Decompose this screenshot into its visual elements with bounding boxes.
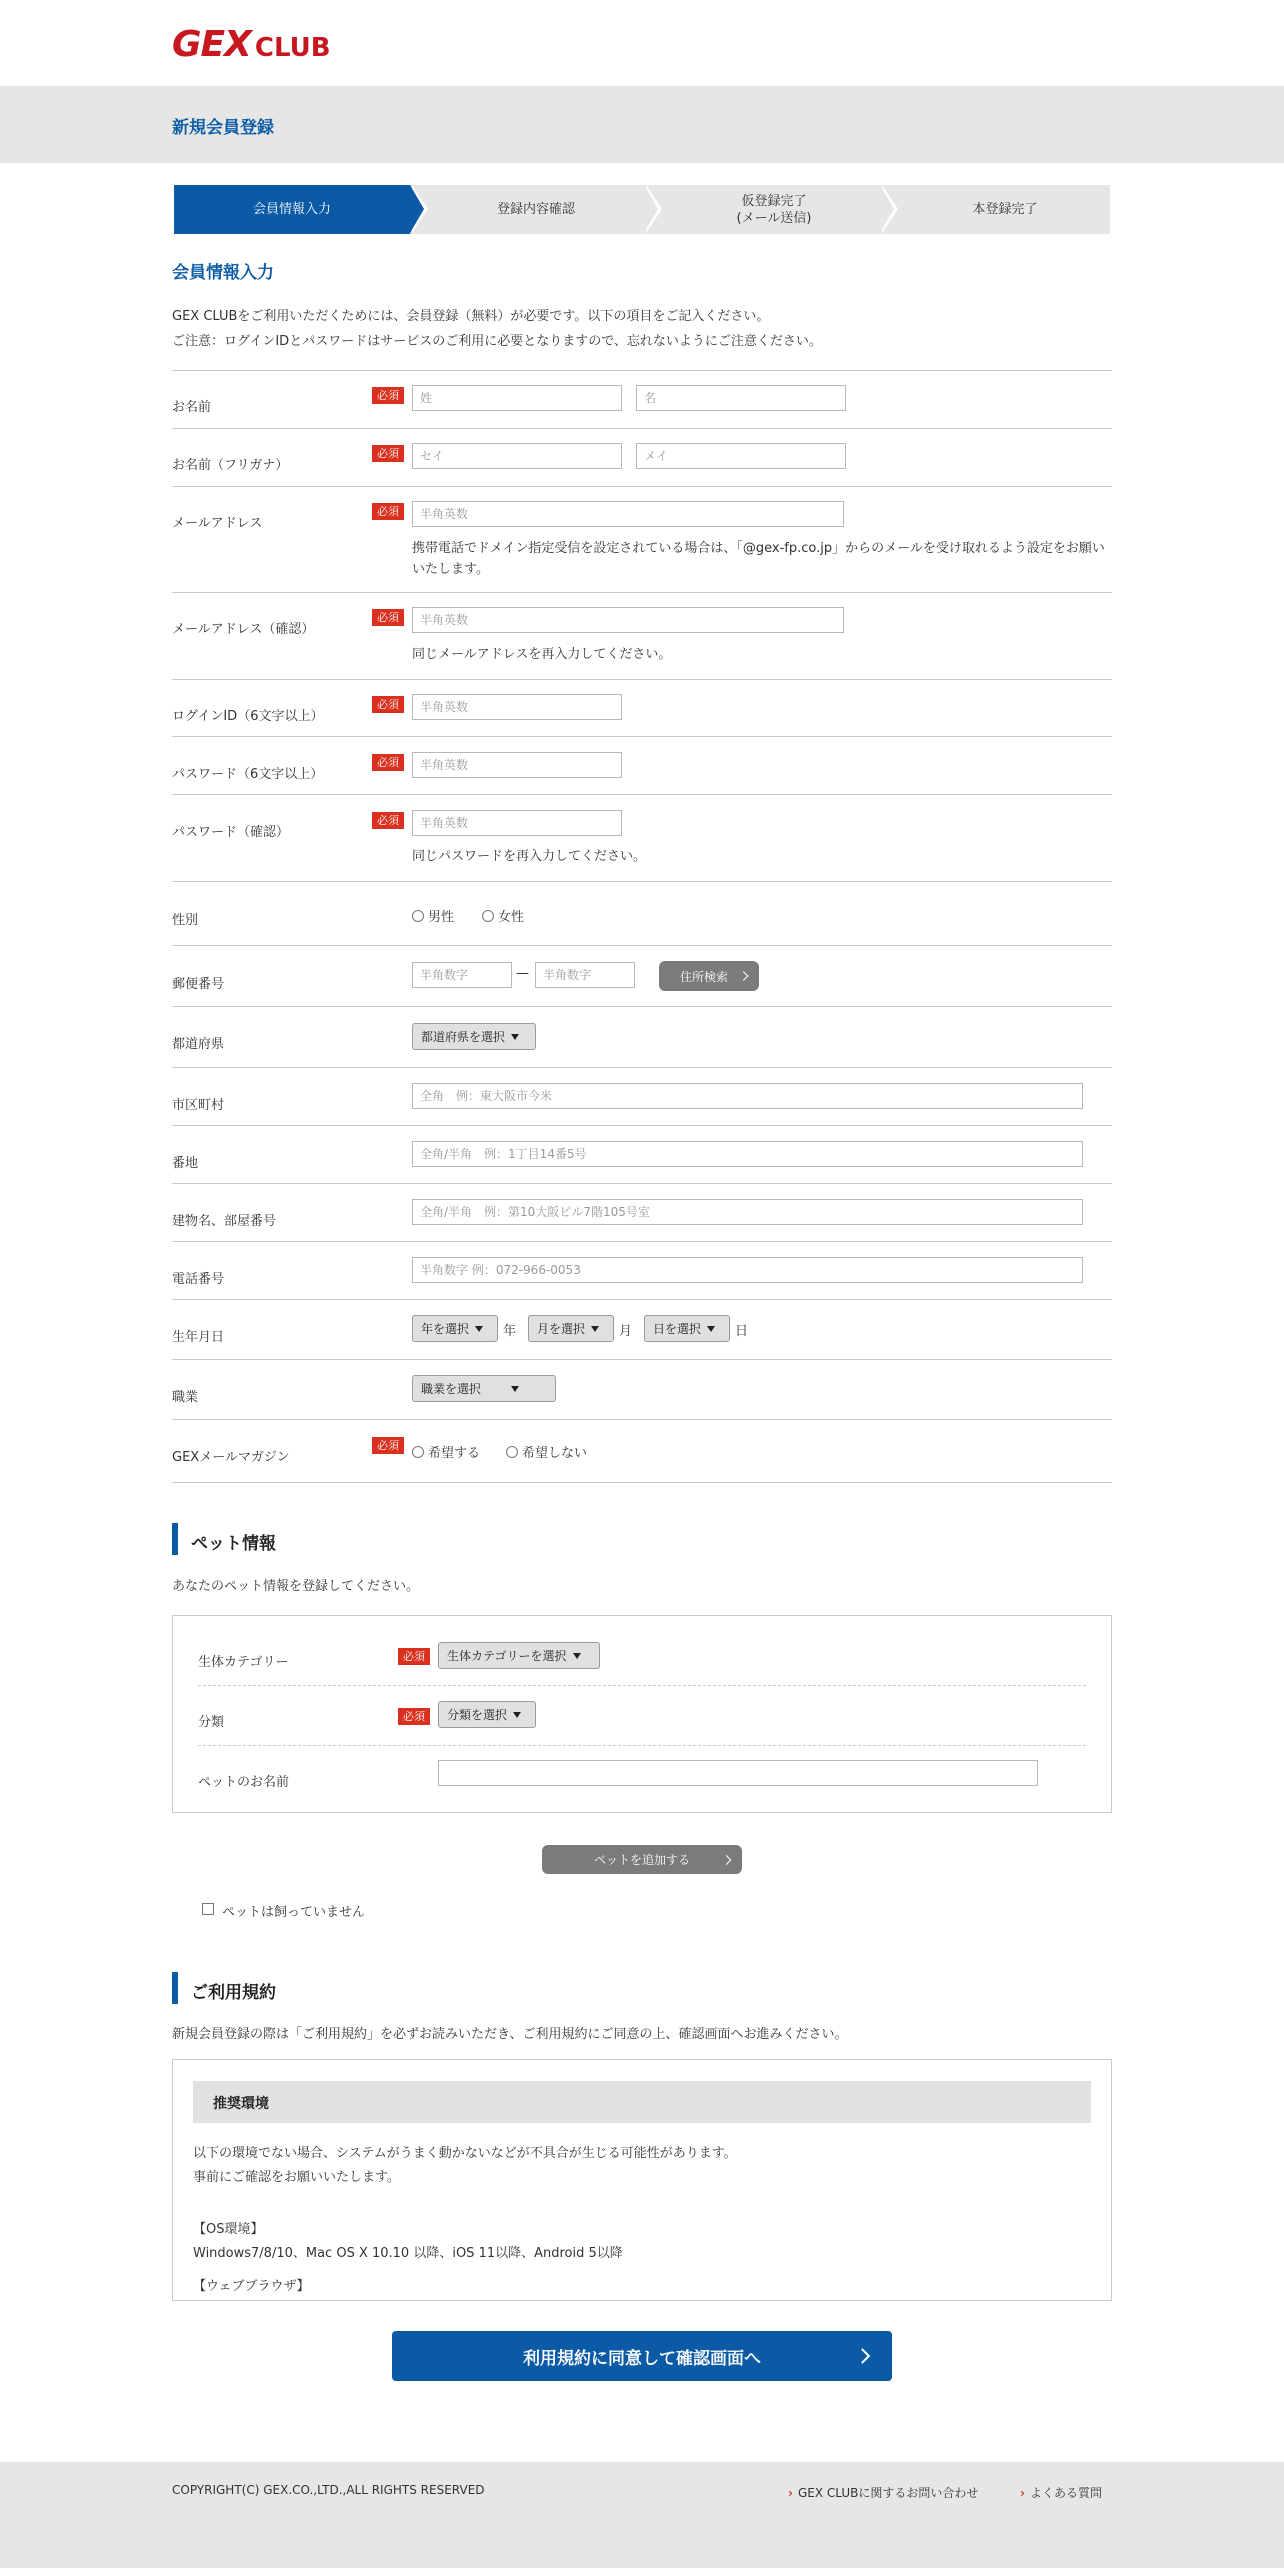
no-pet-label: ペットは飼っていません xyxy=(222,1905,366,1920)
terms-intro: 新規会員登録の際は「ご利用規約」を必ずお読みいただき、ご利用規約にご同意の上、確認画面へお進みください。 xyxy=(172,2027,848,2042)
row-divider xyxy=(172,1482,1112,1483)
chevron-down-icon xyxy=(511,1386,519,1392)
copyright-text: COPYRIGHT(C) GEX.CO.,LTD.,ALL RIGHTS RESERVED xyxy=(172,2483,485,2497)
radio-circle[interactable] xyxy=(412,1446,424,1458)
row-divider xyxy=(172,794,1112,795)
select-value: 日を選択 xyxy=(653,1322,702,1336)
day-unit: 日 xyxy=(735,1324,749,1339)
row-divider xyxy=(172,370,1112,371)
password-label: パスワード（6文字以上） xyxy=(172,767,324,782)
button-label: 利用規約に同意して確認画面へ xyxy=(523,2348,761,2369)
year-unit: 年 xyxy=(503,1324,517,1339)
job-select[interactable] xyxy=(412,1375,556,1402)
select-value: 生体カテゴリーを選択 xyxy=(447,1649,567,1663)
building-label: 建物名、部屋番号 xyxy=(172,1214,277,1229)
birth-month-select[interactable] xyxy=(528,1315,614,1342)
required-badge: 必須 xyxy=(372,812,404,829)
radio-label: 希望しない xyxy=(522,1446,588,1461)
address-label: 番地 xyxy=(172,1156,199,1171)
email-confirm-label: メールアドレス（確認） xyxy=(172,622,315,637)
row-divider xyxy=(172,736,1112,737)
required-badge: 必須 xyxy=(398,1648,430,1665)
gender-male-radio[interactable] xyxy=(412,906,454,925)
select-value: 都道府県を選択 xyxy=(421,1030,506,1044)
section-accent-bar xyxy=(172,1972,178,2004)
chevron-right-icon: › xyxy=(788,2486,793,2500)
gender-label: 性別 xyxy=(172,913,199,928)
site-header xyxy=(0,0,1284,86)
required-badge: 必須 xyxy=(372,503,404,520)
city-input[interactable]: 全角 例：東大阪市今米 xyxy=(412,1083,1083,1109)
row-divider xyxy=(172,1299,1112,1300)
pet-category-label: 生体カテゴリー xyxy=(198,1655,289,1670)
phone-input[interactable]: 半角数字 例：072-966-0053 xyxy=(412,1257,1083,1283)
required-badge: 必須 xyxy=(372,387,404,404)
radio-circle[interactable] xyxy=(412,910,424,922)
required-badge: 必須 xyxy=(372,696,404,713)
terms-line-2: 事前にご確認をお願いいたします。 xyxy=(193,2170,400,2185)
row-divider xyxy=(172,1419,1112,1420)
contact-link[interactable] xyxy=(788,2484,978,2501)
chevron-down-icon xyxy=(707,1326,715,1332)
radio-label: 女性 xyxy=(498,910,525,925)
agree-and-confirm-button[interactable] xyxy=(392,2331,892,2381)
row-divider xyxy=(172,1006,1112,1007)
email-label: メールアドレス xyxy=(172,516,263,531)
row-divider xyxy=(172,1067,1112,1068)
birth-year-select[interactable] xyxy=(412,1315,498,1342)
page-title: 新規会員登録 xyxy=(172,118,274,138)
button-label: 住所検索 xyxy=(679,969,728,984)
terms-scroll-box[interactable] xyxy=(172,2059,1112,2301)
magazine-yes-radio[interactable] xyxy=(412,1442,480,1461)
row-divider xyxy=(172,1125,1112,1126)
login-id-label: ログインID（6文字以上） xyxy=(172,709,324,724)
terms-line-1: 以下の環境でない場合、システムがうまく動かないなどが不具合が生じる可能性があります。 xyxy=(193,2146,737,2161)
row-divider xyxy=(172,679,1112,680)
section-accent-bar xyxy=(172,1523,178,1555)
prefecture-select[interactable] xyxy=(412,1023,536,1050)
pet-name-label: ペットのお名前 xyxy=(198,1775,290,1790)
chevron-right-icon: › xyxy=(1020,2486,1025,2500)
chevron-right-icon xyxy=(739,971,749,981)
month-unit: 月 xyxy=(619,1324,633,1339)
chevron-down-icon xyxy=(511,1034,519,1040)
dashed-divider xyxy=(198,1745,1086,1746)
row-divider xyxy=(172,881,1112,882)
step-1: 会員情報入力 xyxy=(174,185,410,234)
first-name-input[interactable]: 名 xyxy=(636,385,846,411)
magazine-no-radio[interactable] xyxy=(506,1442,587,1461)
terms-box-title: 推奨環境 xyxy=(213,2096,269,2112)
building-input[interactable]: 全角/半角 例：第10大阪ビル7階105号室 xyxy=(412,1199,1083,1225)
required-badge: 必須 xyxy=(372,609,404,626)
required-badge: 必須 xyxy=(372,754,404,771)
step-2: 登録内容確認 xyxy=(496,202,575,217)
row-divider xyxy=(172,1359,1112,1360)
prefecture-label: 都道府県 xyxy=(172,1037,225,1052)
postal-code-2-input[interactable]: 半角数字 xyxy=(535,962,635,988)
pet-category-select[interactable] xyxy=(438,1642,600,1669)
progress-steps xyxy=(174,185,1110,234)
radio-label: 男性 xyxy=(428,910,455,925)
chevron-right-icon xyxy=(722,1855,732,1865)
pet-classification-select[interactable] xyxy=(438,1701,536,1728)
chevron-down-icon xyxy=(591,1326,599,1332)
name-label: お名前 xyxy=(172,400,212,415)
pet-name-input[interactable] xyxy=(438,1760,1038,1786)
page-title-bar xyxy=(0,86,1284,163)
add-pet-button[interactable] xyxy=(542,1845,742,1874)
pet-section-title: ペット情報 xyxy=(191,1534,276,1554)
login-id-input[interactable]: 半角英数 xyxy=(412,694,622,720)
email-confirm-input[interactable]: 半角英数 xyxy=(412,607,844,633)
row-divider xyxy=(172,428,1112,429)
phone-label: 電話番号 xyxy=(172,1272,225,1287)
birthday-label: 生年月日 xyxy=(172,1330,225,1345)
postal-dash: — xyxy=(516,966,529,981)
email-confirm-note: 同じメールアドレスを再入力してください。 xyxy=(412,647,672,662)
pet-intro: あなたのペット情報を登録してください。 xyxy=(172,1579,420,1594)
email-note: 携帯電話でドメイン指定受信を設定されている場合は、「@gex-fp.co.jp」からのメールを受け取れるよう設定をお願いいたします。 xyxy=(412,541,1105,577)
step-4: 本登録完了 xyxy=(972,202,1038,217)
terms-box-header xyxy=(193,2081,1091,2123)
row-divider xyxy=(172,486,1112,487)
dashed-divider xyxy=(198,1685,1086,1686)
terms-os-heading: 【OS環境】 xyxy=(193,2222,264,2237)
select-value: 年を選択 xyxy=(421,1322,470,1336)
kana-label: お名前（フリガナ） xyxy=(172,458,289,473)
city-label: 市区町村 xyxy=(172,1098,225,1113)
terms-section-title: ご利用規約 xyxy=(191,1983,276,2003)
radio-circle[interactable] xyxy=(506,1446,518,1458)
row-divider xyxy=(172,1241,1112,1242)
required-badge: 必須 xyxy=(372,445,404,462)
gex-club-logo[interactable] xyxy=(172,24,331,65)
password-confirm-note: 同じパスワードを再入力してください。 xyxy=(412,849,647,864)
site-footer xyxy=(0,2462,1284,2568)
chevron-right-icon xyxy=(855,2348,871,2364)
button-label: ペットを追加する xyxy=(593,1853,690,1867)
email-input[interactable]: 半角英数 xyxy=(412,501,844,527)
step-3: 仮登録完了 (メール送信) xyxy=(736,193,812,226)
terms-os-text: Windows7/8/10、Mac OS X 10.10 以降、iOS 11以降、Android 5以降 xyxy=(193,2246,623,2261)
select-value: 分類を選択 xyxy=(447,1708,508,1722)
job-label: 職業 xyxy=(172,1390,199,1405)
link-label: GEX CLUBに関するお問い合わせ xyxy=(797,2486,979,2500)
terms-browser-heading: 【ウェブブラウザ】 xyxy=(193,2279,310,2294)
first-name-kana-input[interactable]: メイ xyxy=(636,443,846,469)
no-pet-checkbox[interactable] xyxy=(202,1903,214,1915)
row-divider xyxy=(172,945,1112,946)
intro-text: GEX CLUBをご利用いただくためには、会員登録（無料）が必要です。以下の項目をご記入ください。 xyxy=(172,309,770,324)
select-value: 職業を選択 xyxy=(421,1382,482,1396)
step-arrow xyxy=(644,185,658,233)
link-label: よくある質問 xyxy=(1029,2486,1102,2500)
address-search-button[interactable] xyxy=(659,961,759,991)
password-confirm-input[interactable]: 半角英数 xyxy=(412,810,622,836)
birth-day-select[interactable] xyxy=(644,1315,730,1342)
faq-link[interactable] xyxy=(1020,2484,1102,2501)
password-confirm-label: パスワード（確認） xyxy=(172,825,290,840)
gender-female-radio[interactable] xyxy=(482,906,524,925)
chevron-down-icon xyxy=(573,1653,581,1659)
radio-circle[interactable] xyxy=(482,910,494,922)
section-heading: 会員情報入力 xyxy=(172,263,274,283)
row-divider xyxy=(172,592,1112,593)
last-name-input[interactable]: 姓 xyxy=(412,385,622,411)
intro-notice: ご注意：ログインIDとパスワードはサービスのご利用に必要となりますので、忘れないようにご注意ください。 xyxy=(172,334,822,349)
required-badge: 必須 xyxy=(372,1437,404,1454)
magazine-label: GEXメールマガジン xyxy=(172,1450,290,1465)
postal-label: 郵便番号 xyxy=(172,977,225,992)
chevron-down-icon xyxy=(513,1712,521,1718)
required-badge: 必須 xyxy=(398,1708,430,1725)
radio-label: 希望する xyxy=(428,1446,481,1461)
select-value: 月を選択 xyxy=(537,1322,586,1336)
last-name-kana-input[interactable]: セイ xyxy=(412,443,622,469)
logo-club-text: CLUB xyxy=(254,33,331,63)
logo-gex-text: GEX xyxy=(172,24,251,65)
row-divider xyxy=(172,1183,1112,1184)
step-arrow xyxy=(410,185,424,233)
step-arrow xyxy=(880,185,894,233)
address-input[interactable]: 全角/半角 例：1丁目14番5号 xyxy=(412,1141,1083,1167)
chevron-down-icon xyxy=(475,1326,483,1332)
password-input[interactable]: 半角英数 xyxy=(412,752,622,778)
postal-code-1-input[interactable]: 半角数字 xyxy=(412,962,512,988)
pet-classification-label: 分類 xyxy=(198,1715,225,1730)
